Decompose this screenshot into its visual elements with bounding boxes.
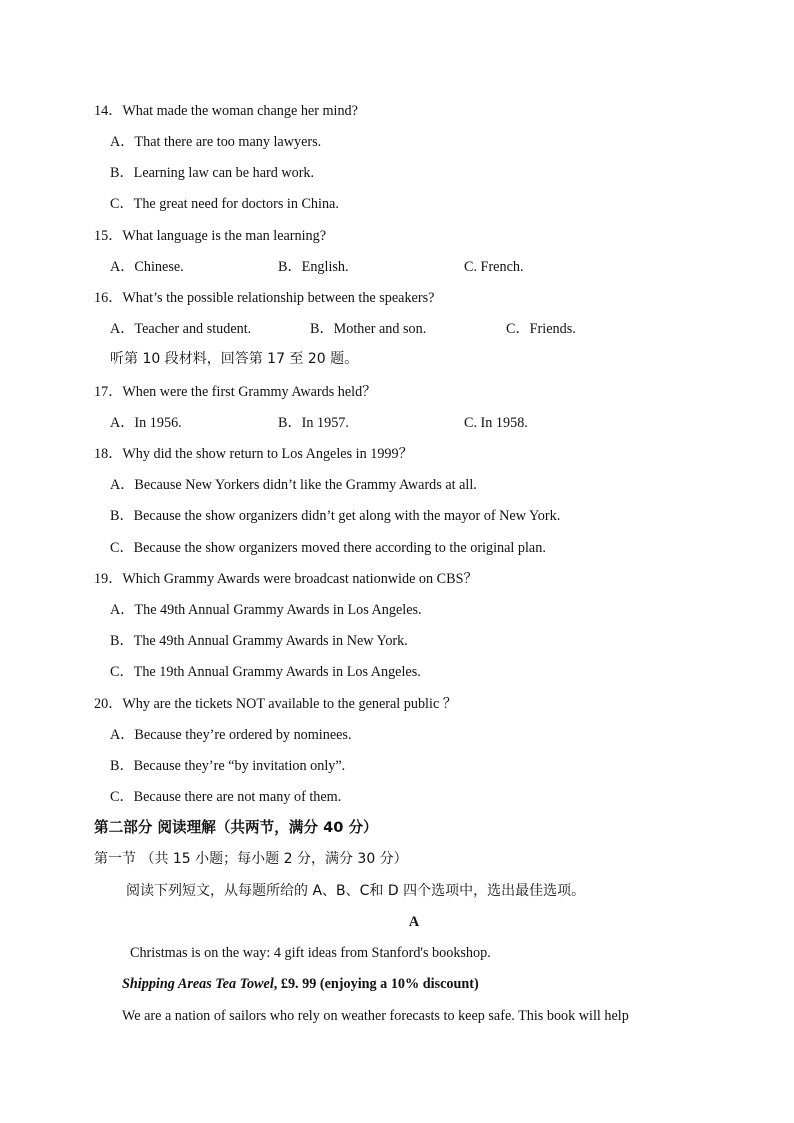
option-20-b: B．Because they’re “by invitation only”. [110,758,346,774]
option-16-b: B．Mother and son. [310,321,427,337]
question-20: 20．Why are the tickets NOT available to the general public ？ [94,696,457,712]
option-20-c: C．Because there are not many of them. [110,789,342,805]
option-18-b: B．Because the show organizers didn’t get along with the mayor of New York. [110,508,561,524]
item-title: Shipping Areas Tea Towel [122,976,274,992]
passage-intro: Christmas is on the way: 4 gift ideas from Stanford's bookshop. [130,945,491,961]
option-17-a: A．In 1956. [110,415,182,431]
passage-body-line: We are a nation of sailors who rely on weather forecasts to keep safe. This book will help [122,1008,629,1024]
option-19-c: C．The 19th Annual Grammy Awards in Los Angeles. [110,664,421,680]
part2-heading: 第二部分 阅读理解（共两节，满分 40 分） [94,819,378,836]
option-18-c: C．Because the show organizers moved there according to the original plan. [110,540,546,556]
question-19: 19．Which Grammy Awards were broadcast nationwide on CBS？ [94,571,478,587]
passage-letter: A [408,914,420,930]
option-19-b: B．The 49th Annual Grammy Awards in New York. [110,633,408,649]
option-14-a: A．That there are too many lawyers. [110,134,322,150]
option-18-a: A．Because New Yorkers didn’t like the Grammy Awards at all. [110,477,477,493]
option-15-b: B．English. [278,259,349,275]
question-15: 15．What language is the man learning? [94,228,327,244]
option-15-c: C. French. [464,259,524,275]
option-17-c: C. In 1958. [464,415,528,431]
option-14-b: B．Learning law can be hard work. [110,165,315,181]
question-17: 17．When were the first Grammy Awards held？ [94,384,377,400]
option-20-a: A．Because they’re ordered by nominees. [110,727,352,743]
item-price: , £9. 99 (enjoying a 10% discount) [273,976,479,992]
section1-heading: 第一节 （共 15 小题；每小题 2 分，满分 30 分） [94,851,408,867]
listening-instruction: 听第 10 段材料，回答第 17 至 20 题。 [110,351,359,367]
reading-instruction: 阅读下列短文，从每题所给的 A、B、C和 D 四个选项中，选出最佳选项。 [126,883,586,899]
option-14-c: C．The great need for doctors in China. [110,196,339,212]
question-14: 14．What made the woman change her mind? [94,103,358,119]
option-15-a: A．Chinese. [110,259,184,275]
option-19-a: A．The 49th Annual Grammy Awards in Los Angeles. [110,602,422,618]
question-16: 16．What’s the possible relationship between the speakers? [94,290,435,306]
option-17-b: B．In 1957. [278,415,349,431]
option-16-c: C．Friends. [506,321,576,337]
item-heading [122,975,479,993]
question-18: 18．Why did the show return to Los Angeles in 1999？ [94,446,413,462]
option-16-a: A．Teacher and student. [110,321,252,337]
